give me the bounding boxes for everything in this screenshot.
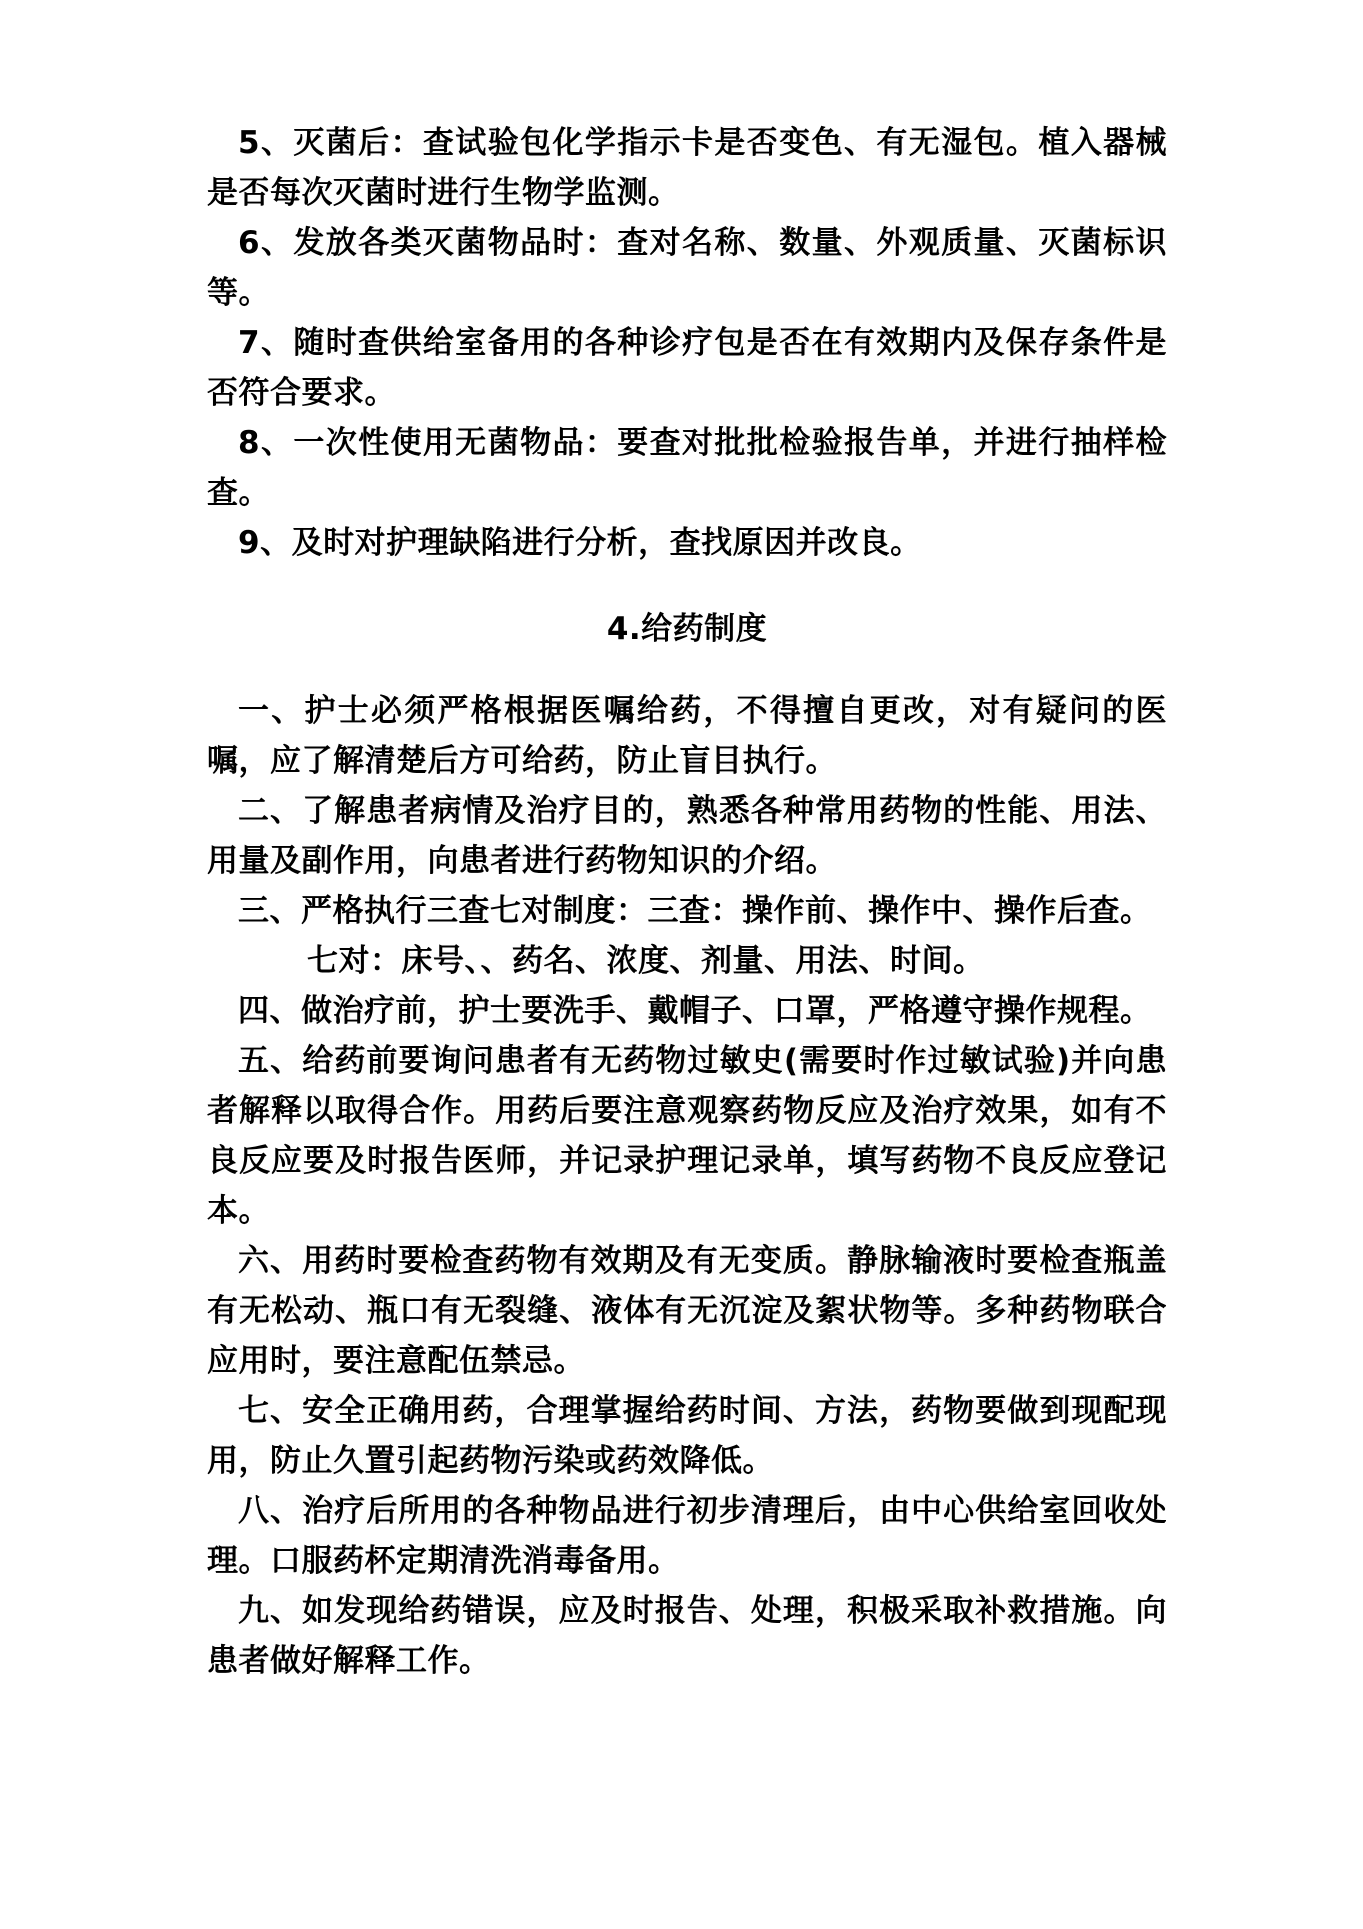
rule-6: 六、用药时要检查药物有效期及有无变质。静脉输液时要检查瓶盖有无松动、瓶口有无裂缝、液体有无沉淀及絮状物等。多种药物联合应用时，要注意配伍禁忌。: [207, 1243, 1167, 1379]
rule-9: 九、如发现给药错误，应及时报告、处理，积极采取补救措施。向患者做好解释工作。: [207, 1593, 1167, 1679]
item-7: 7、随时查供给室备用的各种诊疗包是否在有效期内及保存条件是否符合要求。: [207, 325, 1167, 411]
document-page: [207, 118, 1167, 1686]
item-6: 6、发放各类灭菌物品时：查对名称、数量、外观质量、灭菌标识等。: [207, 225, 1167, 311]
section-title: 4.给药制度: [606, 611, 768, 647]
rule-2: 二、了解患者病情及治疗目的，熟悉各种常用药物的性能、用法、用量及副作用，向患者进行药物知识的介绍。: [207, 793, 1167, 879]
rule-8: 八、治疗后所用的各种物品进行初步清理后，由中心供给室回收处理。口服药杯定期清洗消毒备用。: [207, 1493, 1167, 1579]
rule-4: 四、做治疗前，护士要洗手、戴帽子、口罩，严格遵守操作规程。: [238, 993, 1152, 1029]
rule-1: 一、护士必须严格根据医嘱给药，不得擅自更改，对有疑问的医嘱，应了解清楚后方可给药，防止盲目执行。: [207, 693, 1167, 779]
rule-3-seven-checks: 七对：床号、、药名、浓度、剂量、用法、时间。: [307, 943, 985, 979]
item-9: 9、及时对护理缺陷进行分析，查找原因并改良。: [238, 525, 922, 561]
rule-7: 七、安全正确用药，合理掌握给药时间、方法，药物要做到现配现用，防止久置引起药物污染或药效降低。: [207, 1393, 1167, 1479]
item-8: 8、一次性使用无菌物品：要查对批批检验报告单，并进行抽样检查。: [207, 425, 1167, 511]
rule-5: 五、给药前要询问患者有无药物过敏史(需要时作过敏试验)并向患者解释以取得合作。用药后要注意观察药物反应及治疗效果，如有不良反应要及时报告医师，并记录护理记录单，填写药物不良反应登记本。: [207, 1043, 1167, 1229]
rule-3: 三、严格执行三查七对制度：三查：操作前、操作中、操作后查。: [238, 893, 1152, 929]
item-5: 5、灭菌后：查试验包化学指示卡是否变色、有无湿包。植入器械是否每次灭菌时进行生物学监测。: [207, 125, 1167, 211]
